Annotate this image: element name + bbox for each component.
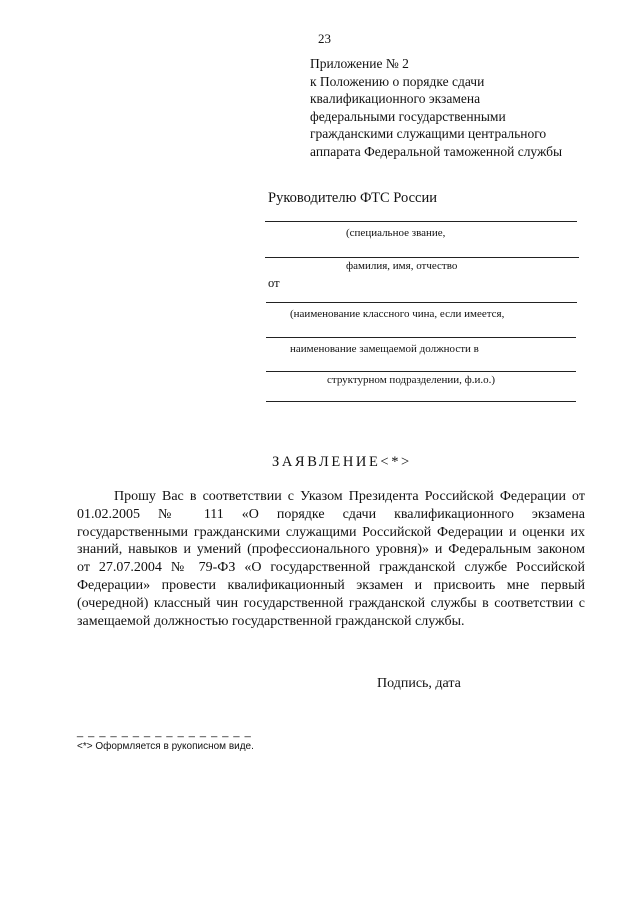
fill-line xyxy=(266,401,576,402)
from-label: от xyxy=(268,276,280,290)
body-line: Прошу Вас в соответствии с Указом Президента Российской Федерации от xyxy=(114,489,585,504)
fill-line xyxy=(266,302,577,303)
fill-line xyxy=(266,337,576,338)
page-number: 23 xyxy=(318,31,331,46)
body-line: 01.02.2005 № 111 «О порядке сдачи квалификационного экзамена xyxy=(77,506,585,522)
body-line: знаний, навыков и умений (профессионального уровня)» и Федеральным законом xyxy=(77,542,585,558)
addressee: Руководителю ФТС России xyxy=(268,190,438,206)
fill-line xyxy=(265,257,579,258)
appendix-line: Приложение № 2 xyxy=(310,56,409,71)
appendix-line: гражданскими служащими центрального xyxy=(310,126,547,142)
footnote: <*> Оформляется в рукописном виде. xyxy=(77,741,254,752)
body-line: от 27.07.2004 № 79-ФЗ «О государственной гражданской службе Российской xyxy=(77,560,585,576)
appendix-line: аппарата Федеральной таможенной службы xyxy=(310,143,563,159)
caption-position: наименование замещаемой должности в xyxy=(290,343,479,355)
caption-class-rank: (наименование классного чина, если имеется, xyxy=(290,308,505,320)
body-line: Федерации» провести квалификационный экзамен и присвоить мне первый xyxy=(77,577,585,593)
appendix-line: федеральными государственными xyxy=(310,108,506,124)
body-line: государственными гражданскими служащими Российской Федерации и оценки их xyxy=(77,524,585,540)
body-line: (очередной) классный чин государственной гражданской службы в соответствии с xyxy=(77,595,585,611)
caption-name: фамилия, имя, отчество xyxy=(346,260,458,272)
signature-date: Подпись, дата xyxy=(377,676,461,691)
appendix-header xyxy=(310,55,610,161)
footnote-separator: _ _ _ _ _ _ _ _ _ _ _ _ _ _ _ _ xyxy=(77,726,252,738)
appendix-line: к Положению о порядке сдачи xyxy=(310,73,485,89)
fill-line xyxy=(265,221,577,222)
document-heading: ЗАЯВЛЕНИЕ<*> xyxy=(272,454,412,470)
caption-rank: (специальное звание, xyxy=(346,227,446,239)
appendix-line: квалификационного экзамена xyxy=(310,91,481,107)
caption-unit: структурном подразделении, ф.и.о.) xyxy=(327,374,496,386)
body-line: замещаемой должностью государственной гражданской службы. xyxy=(77,613,465,629)
fill-line xyxy=(266,371,576,372)
statement-body xyxy=(77,488,585,630)
